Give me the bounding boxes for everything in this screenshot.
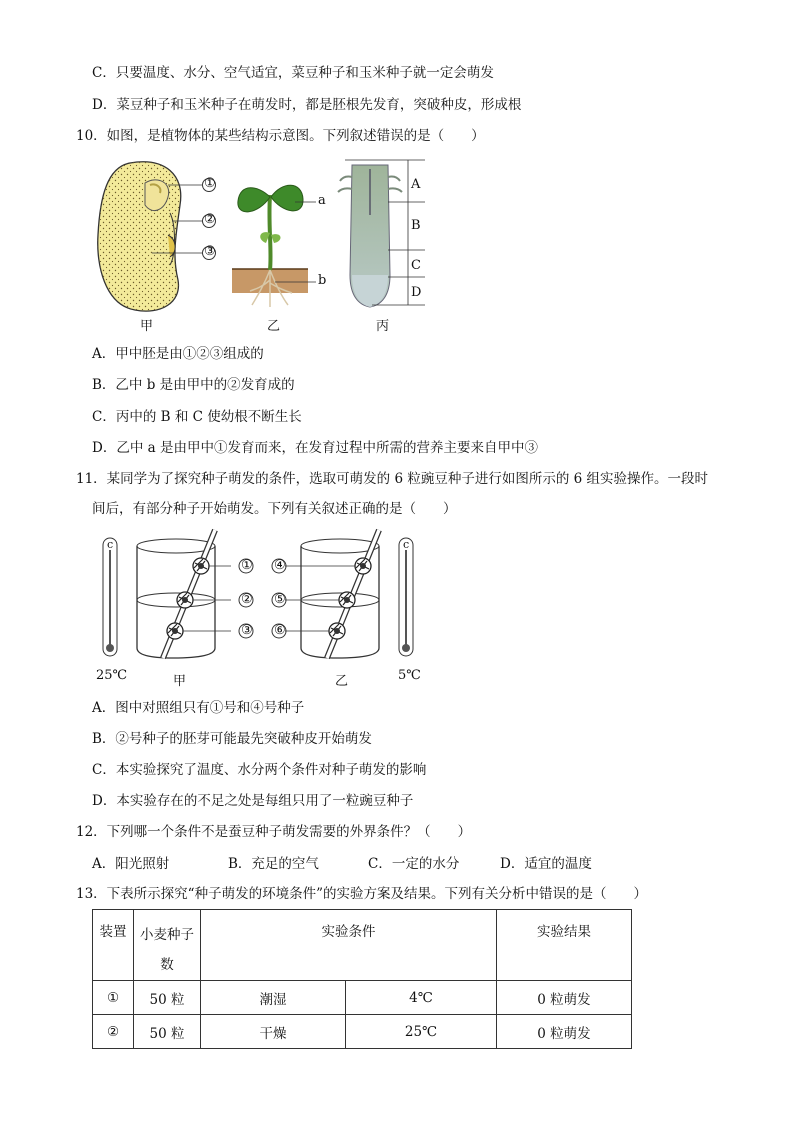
- label-seed-4: ④: [274, 558, 286, 573]
- q11-option-b: B．②号种子的胚芽可能最先突破种皮开始萌发: [92, 731, 372, 747]
- thermometer-right: [399, 538, 413, 656]
- label-seed-6: ⑥: [274, 623, 286, 638]
- label-seed-5: ⑤: [274, 592, 286, 607]
- temp-25-label: 25℃: [96, 668, 128, 683]
- label-zone-d: D: [411, 285, 422, 300]
- experiment-table: [92, 909, 632, 1049]
- q9-option-d: D．菜豆种子和玉米种子在萌发时，都是胚根先发育，突破种皮，形成根: [92, 97, 522, 113]
- q12-stem: 12．下列哪一个条件不是蚕豆种子萌发需要的外界条件？（ ）: [76, 824, 472, 840]
- cell-seeds: 50 粒: [134, 981, 201, 1015]
- q9-option-c: C．只要温度、水分、空气适宜，菜豆种子和玉米种子就一定会萌发: [92, 65, 494, 81]
- table-header-row: [93, 910, 632, 981]
- q11-figure: [95, 528, 425, 678]
- cell-temperature: 25℃: [346, 1015, 497, 1049]
- cell-moisture: 干燥: [201, 1015, 346, 1049]
- beaker-jia: [137, 530, 253, 658]
- table-row: [93, 981, 632, 1015]
- caption-bing: 丙: [376, 319, 390, 334]
- q12-option-b: B．充足的空气: [228, 856, 319, 872]
- q12-option-d: D．适宜的温度: [500, 856, 592, 872]
- cell-result: 0 粒萌发: [497, 1015, 632, 1049]
- label-marker-3: ③: [204, 244, 216, 259]
- cell-device: ①: [93, 981, 134, 1015]
- q12-option-a: A．阳光照射: [92, 856, 170, 872]
- q11-option-d: D．本实验存在的不足之处是每组只用了一粒豌豆种子: [92, 793, 414, 809]
- seedling-diagram: [232, 185, 316, 307]
- bean-seed-diagram: [98, 162, 216, 311]
- q10-figure: [90, 155, 440, 335]
- label-zone-b: B: [411, 218, 421, 233]
- label-seed-3: ③: [241, 623, 253, 638]
- thermometer-left: [103, 538, 117, 656]
- label-seed-1: ①: [241, 558, 253, 573]
- cell-result: 0 粒萌发: [497, 981, 632, 1015]
- q10-stem: 10．如图，是植物体的某些结构示意图。下列叙述错误的是（ ）: [76, 128, 485, 144]
- thermo-unit-right: c: [403, 538, 410, 551]
- q11-stem-line2: 间后，有部分种子开始萌发。下列有关叙述正确的是（ ）: [92, 501, 457, 517]
- cell-temperature: 4℃: [346, 981, 497, 1015]
- q13-stem: 13．下表所示探究“种子萌发的环境条件”的实验方案及结果。下列有关分析中错误的是（ ）: [76, 886, 647, 902]
- cell-seeds: 50 粒: [134, 1015, 201, 1049]
- table-row: [93, 1015, 632, 1049]
- label-zone-c: C: [411, 258, 421, 273]
- label-a: a: [318, 193, 326, 208]
- cell-device: ②: [93, 1015, 134, 1049]
- thermo-unit-left: c: [107, 538, 114, 551]
- q10-option-c: C．丙中的 B 和 C 使幼根不断生长: [92, 409, 302, 425]
- caption-yi-beaker: 乙: [335, 674, 349, 689]
- header-result: 实验结果: [497, 910, 632, 981]
- caption-jia-beaker: 甲: [173, 674, 187, 689]
- caption-yi: 乙: [267, 319, 281, 334]
- q10-option-a: A．甲中胚是由①②③组成的: [92, 346, 264, 362]
- label-seed-2: ②: [241, 592, 253, 607]
- q11-stem-line1: 11．某同学为了探究种子萌发的条件，选取可萌发的 6 粒豌豆种子进行如图所示的 6 组实验操作。一段时: [76, 471, 709, 487]
- label-marker-2: ②: [204, 212, 216, 227]
- temp-5-label: 5℃: [398, 668, 421, 683]
- header-device: 装置: [93, 910, 134, 981]
- q11-option-c: C．本实验探究了温度、水分两个条件对种子萌发的影响: [92, 762, 427, 778]
- q10-option-b: B．乙中 b 是由甲中的②发育成的: [92, 377, 295, 393]
- q11-option-a: A．图中对照组只有①号和④号种子: [92, 700, 305, 716]
- header-seeds: 小麦种子 数: [134, 910, 201, 981]
- label-b: b: [318, 273, 327, 288]
- label-zone-a: A: [411, 177, 421, 192]
- caption-jia: 甲: [140, 319, 154, 334]
- beaker-yi: [272, 530, 379, 658]
- q10-option-d: D．乙中 a 是由甲中①发育而来，在发育过程中所需的营养主要来自甲中③: [92, 440, 538, 456]
- cell-moisture: 潮湿: [201, 981, 346, 1015]
- label-marker-1: ①: [204, 176, 216, 191]
- q12-option-c: C．一定的水分: [368, 856, 460, 872]
- header-conditions: 实验条件: [201, 910, 497, 981]
